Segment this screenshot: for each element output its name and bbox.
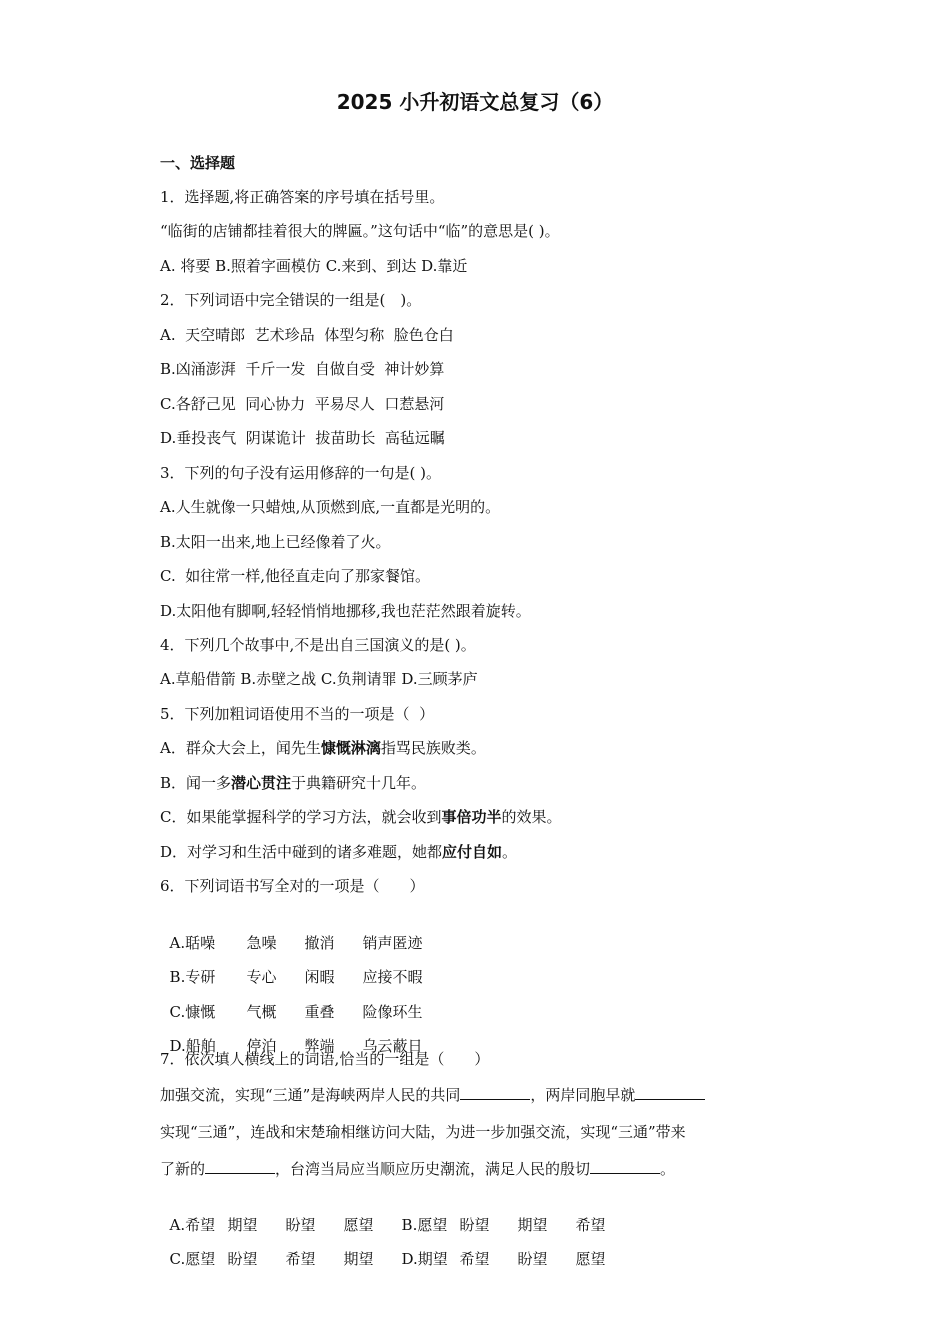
passage-text: 。 <box>660 1160 676 1178</box>
section-heading: 一、选择题 <box>160 154 236 172</box>
word: 险像环生 <box>362 1003 423 1021</box>
question-2-option-d: D.垂投丧气 阴谋诡计 拔苗助长 高毡远瞩 <box>160 429 445 447</box>
question-7-passage-line-2: 实现“三通”，连战和宋楚瑜相继访问大陆，为进一步加强交流，实现“三通”带来 <box>160 1123 686 1141</box>
question-1-options: A. 将要 B.照着字画模仿 C.来到、到达 D.靠近 <box>160 257 468 275</box>
question-4-stem: 4．下列几个故事中,不是出自三国演义的是( )。 <box>160 636 476 654</box>
question-2-stem: 2．下列词语中完全错误的一组是( )。 <box>160 291 422 309</box>
option-b-prefix: B．闻一多 <box>160 774 232 792</box>
option-c-suffix: 的效果。 <box>501 808 562 826</box>
question-2-option-c: C.各舒己见 同心协力 平易尽人 口惹悬河 <box>160 395 445 413</box>
question-1-stem: 1．选择题,将正确答案的序号填在括号里。 <box>160 188 445 206</box>
word: 盼望 <box>285 1216 316 1234</box>
fill-blank[interactable] <box>635 1084 705 1100</box>
word: 希望 <box>459 1250 490 1268</box>
passage-text: 了新的 <box>160 1160 206 1178</box>
word: 期望 <box>517 1216 548 1234</box>
word: 应接不暇 <box>362 968 423 986</box>
fill-blank[interactable] <box>590 1158 660 1174</box>
option-b-bold-word: 潜心贯注 <box>231 774 292 792</box>
word: 停泊 <box>246 1037 277 1055</box>
word: 重叠 <box>304 1003 335 1021</box>
passage-text: 加强交流，实现“三通”是海峡两岸人民的共同 <box>160 1086 461 1104</box>
option-a-bold-word: 慷慨淋漓 <box>320 739 381 757</box>
question-1-text: “临街的店铺都挂着很大的牌匾。”这句话中“临”的意思是( )。 <box>160 222 560 240</box>
word: 期望 <box>227 1216 258 1234</box>
word: 希望 <box>285 1250 316 1268</box>
question-3-option-c: C. 如往常一样,他径直走向了那家餐馆。 <box>160 567 431 585</box>
question-3-option-d: D.太阳他有脚啊,轻轻悄悄地挪移,我也茫茫然跟着旋转。 <box>160 602 531 620</box>
question-5-stem: 5．下列加粗词语使用不当的一项是（ ） <box>160 705 435 723</box>
word: C.慷慨 <box>169 1003 216 1021</box>
word: 弊端 <box>304 1037 335 1055</box>
question-6-stem: 6．下列词语书写全对的一项是（ ） <box>160 877 425 895</box>
word: 盼望 <box>227 1250 258 1268</box>
word: 专心 <box>246 968 277 986</box>
word: A.希望 <box>169 1216 216 1234</box>
question-2-option-b: B.凶涌澎湃 千斤一发 自做自受 神计妙算 <box>160 360 445 378</box>
word: D.期望 <box>401 1250 448 1268</box>
word: 气概 <box>246 1003 277 1021</box>
word: 急噪 <box>246 934 277 952</box>
question-7-passage-line-1 <box>160 1084 705 1106</box>
word: 愿望 <box>343 1216 374 1234</box>
question-7-stem: 7．依次填人横线上的词语,恰当的一组是（ ） <box>160 1050 490 1068</box>
option-c-prefix: C．如果能掌握科学的学习方法，就会收到 <box>160 808 442 826</box>
question-5-option-c <box>160 806 562 828</box>
option-d-prefix: D．对学习和生活中碰到的诸多难题，她都 <box>160 843 443 861</box>
word: 期望 <box>343 1250 374 1268</box>
word: 希望 <box>575 1216 606 1234</box>
passage-text: ，两岸同胞早就 <box>530 1086 636 1104</box>
question-5-option-b <box>160 772 426 794</box>
word: 愿望 <box>575 1250 606 1268</box>
word: 盼望 <box>459 1216 490 1234</box>
word: 盼望 <box>517 1250 548 1268</box>
option-b-suffix: 于典籍研究十几年。 <box>291 774 427 792</box>
question-7-options-row-2 <box>160 1226 606 1270</box>
fill-blank[interactable] <box>205 1158 275 1174</box>
word: B.专研 <box>169 968 216 986</box>
word: 乌云蔽日 <box>362 1037 423 1055</box>
question-5-option-d <box>160 841 517 863</box>
word: C.愿望 <box>169 1250 216 1268</box>
page-title: 2025 小升初语文总复习（6） <box>336 90 614 114</box>
word: B.愿望 <box>401 1216 448 1234</box>
question-3-option-a: A.人生就像一只蜡烛,从顶燃到底,一直都是光明的。 <box>160 498 501 516</box>
option-a-suffix: 指骂民族败类。 <box>380 739 486 757</box>
word: 销声匿迹 <box>362 934 423 952</box>
word: A.聒噪 <box>169 934 216 952</box>
question-2-option-a: A. 天空晴郎 艺术珍品 体型匀称 脸色仓白 <box>160 326 454 344</box>
question-5-option-a <box>160 737 486 759</box>
word: D.船舶 <box>169 1037 216 1055</box>
question-4-options: A.草船借箭 B.赤壁之战 C.负荆请罪 D.三顾茅庐 <box>160 670 478 688</box>
question-3-stem: 3．下列的句子没有运用修辞的一句是( )。 <box>160 464 442 482</box>
option-a-prefix: A．群众大会上，闻先生 <box>160 739 321 757</box>
question-7-passage-line-3 <box>160 1158 675 1180</box>
fill-blank[interactable] <box>460 1084 530 1100</box>
word: 闲暇 <box>304 968 335 986</box>
option-d-bold-word: 应付自如 <box>442 843 503 861</box>
passage-text: ，台湾当局应当顺应历史潮流，满足人民的殷切 <box>275 1160 591 1178</box>
word: 撤消 <box>304 934 335 952</box>
option-d-suffix: 。 <box>502 843 518 861</box>
option-c-bold-word: 事倍功半 <box>441 808 502 826</box>
question-3-option-b: B.太阳一出来,地上已经像着了火。 <box>160 533 391 551</box>
